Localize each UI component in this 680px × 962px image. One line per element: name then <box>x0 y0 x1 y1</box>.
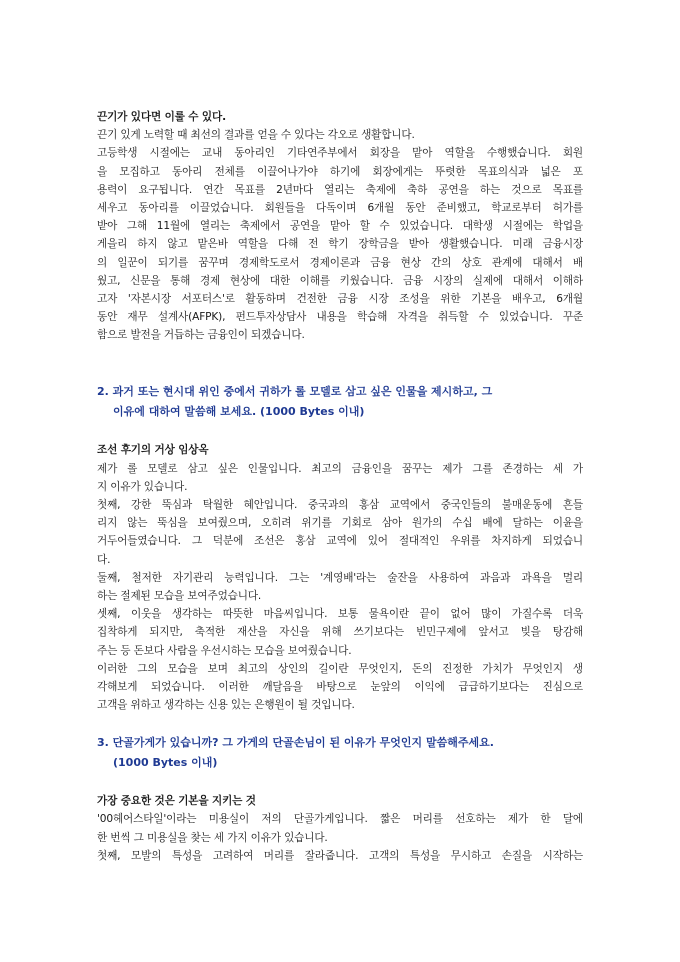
paragraph-line: 다. <box>97 553 111 566</box>
section-3-heading: 가장 중요한 것은 기본을 지키는 것 <box>97 795 256 808</box>
paragraph-line: 제가 롤 모델로 삼고 싶은 인물입니다. 최고의 금융인을 꿈꾸는 제가 그를 존경하는 세 가 <box>97 462 583 475</box>
paragraph-line: 하는 절제된 모습을 보여주었습니다. <box>97 589 262 602</box>
paragraph-line: 리지 않는 뚝심을 보여줬으며, 오히려 위기를 기회로 삼아 원가의 수십 배에 달하는 이윤을 <box>97 517 583 530</box>
question-2 <box>97 382 583 422</box>
section-2 <box>97 441 583 714</box>
question-3 <box>97 733 583 773</box>
paragraph-line: 고객을 위하고 생각하는 신용 있는 은행원이 될 것입니다. <box>97 699 355 712</box>
section-2-heading: 조선 후기의 거상 임상옥 <box>97 444 209 457</box>
paragraph-line: 세우고 동아리를 이끌었습니다. 회원들을 다독이며 6개월 동안 준비했고, 학교로부터 허가를 <box>97 201 583 214</box>
paragraph-line: 거두어들였습니다. 그 덕분에 조선은 홍삼 교역에 있어 절대적인 우위를 차지하게 되었습니 <box>97 535 583 548</box>
paragraph-line: 집착하게 되지만, 축적한 재산을 자신을 위해 쓰기보다는 빈민구제에 앞서고 빚을 탕감해 <box>97 626 583 639</box>
paragraph-line: 둘째, 철저한 자기관리 능력입니다. 그는 '계영배'라는 술잔을 사용하여 과음과 과욕을 멀리 <box>97 571 583 584</box>
section-1-heading: 끈기가 있다면 이룰 수 있다. <box>97 111 226 123</box>
section-3 <box>97 792 583 865</box>
paragraph-line: 각해보게 되었습니다. 이러한 깨달음을 바탕으로 눈앞의 이익에 급급하기보다는 진심으로 <box>97 680 583 693</box>
paragraph-line: 웠고, 신문을 통해 경제 현상에 대한 이해를 키웠습니다. 금융 시장의 실제에 대해서 이해하 <box>97 274 583 287</box>
question-2-line-2: 이유에 대하여 말씀해 보세요. (1000 Bytes 이내) <box>113 405 365 419</box>
paragraph-line: 받아 그해 11월에 열리는 축제에서 공연을 맡아 할 수 있었습니다. 대학생 시절에는 학업을 <box>97 220 583 233</box>
paragraph-line: 한 번씩 그 미용실을 찾는 세 가지 이유가 있습니다. <box>97 831 328 844</box>
paragraph-line: 함으로 발전을 거듭하는 금융인이 되겠습니다. <box>97 329 305 342</box>
paragraph-line: 용력이 요구됩니다. 연간 목표를 2년마다 열리는 축제에 축하 공연을 하는 것으로 목표를 <box>97 183 583 196</box>
document-page <box>97 108 583 865</box>
paragraph-line: 첫째, 강한 뚝심과 탁월한 혜안입니다. 중국과의 홍삼 교역에서 중국인들의 불매운동에 흔들 <box>97 499 583 511</box>
paragraph-line: 끈기 있게 노력할 때 최선의 결과를 얻을 수 있다는 각오로 생활합니다. <box>97 129 415 142</box>
section-1 <box>97 108 583 344</box>
paragraph-line: 셋째, 이웃을 생각하는 따뜻한 마음씨입니다. 보통 물욕이란 끝이 없어 많이 가질수록 더욱 <box>97 608 583 621</box>
paragraph-line: 동안 재무 설계사(AFPK), 펀드투자상담사 내용을 학습해 자격을 취득할 수 있었습니다. 꾸준 <box>97 311 583 324</box>
paragraph-line: 고자 '자본시장 서포터스'로 활동하며 건전한 금융 시장 조성을 위한 기본을 배우고, 6개월 <box>97 292 583 305</box>
paragraph-line: 지 이유가 있습니다. <box>97 480 188 493</box>
paragraph-line: '00헤어스타일'이라는 미용실이 저의 단골가게입니다. 짧은 머리를 선호하는 제가 한 달에 <box>97 813 583 826</box>
question-3-line-1: 3. 단골가게가 있습니까? 그 가게의 단골손님이 된 이유가 무엇인지 말씀해주세요. <box>97 736 494 750</box>
paragraph-line: 의 일꾼이 되기를 꿈꾸며 경제학도로서 경제이론과 금융 현상 간의 상호 관계에 대해서 배 <box>97 256 583 269</box>
paragraph-line: 게을리 하지 않고 맡은바 역할을 다해 전 학기 장학금을 받아 생활했습니다. 미래 금융시장 <box>97 238 583 251</box>
paragraph-line: 첫째, 모발의 특성을 고려하여 머리를 잘라줍니다. 고객의 특성을 무시하고 손질을 시작하는 <box>97 849 583 862</box>
paragraph-line: 이러한 그의 모습을 보며 최고의 상인의 길이란 무엇인지, 돈의 진정한 가치가 무엇인지 생 <box>97 662 583 675</box>
question-3-line-2: (1000 Bytes 이내) <box>113 756 218 770</box>
paragraph-line: 고등학생 시절에는 교내 동아리인 기타연주부에서 회장을 맡아 역할을 수행했습니다. 회원 <box>97 147 583 160</box>
question-2-line-1: 2. 과거 또는 현시대 위인 중에서 귀하가 롤 모델로 삼고 싶은 인물을 제시하고, 그 <box>97 385 493 399</box>
paragraph-line: 주는 등 돈보다 사람을 우선시하는 모습을 보여줬습니다. <box>97 644 352 657</box>
paragraph-line: 을 모집하고 동아리 전체를 이끌어나가야 하기에 회장에게는 뚜렷한 목표의식과 넓은 포 <box>97 165 583 178</box>
